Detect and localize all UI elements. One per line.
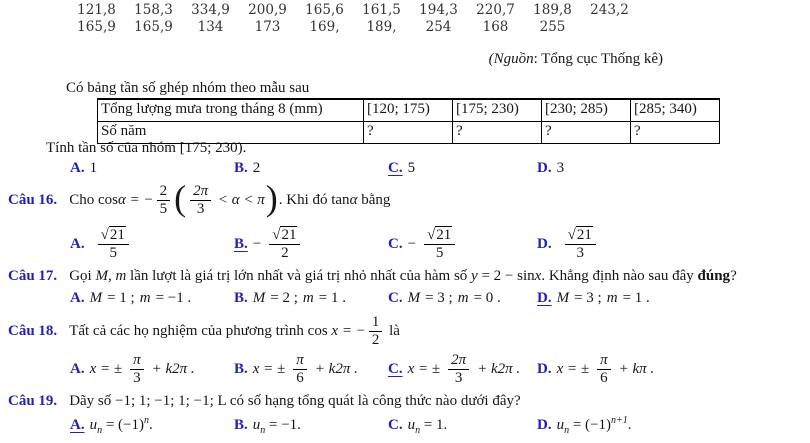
table-value-cell: ? — [631, 122, 720, 144]
q17-options — [0, 287, 810, 309]
q16-option-a: A. $\frac{√21}{5}$ — [70, 221, 132, 267]
question-19-label: Câu 19. — [8, 393, 58, 409]
option-letter: C. — [388, 159, 403, 176]
data-value: 158,3 — [134, 2, 173, 18]
table-value-cell: ? — [542, 122, 631, 144]
option-text: 3 — [556, 159, 565, 176]
fraction-2-5: $\frac{2}{5}$ — [157, 183, 171, 218]
data-value: 121,8 — [77, 2, 116, 18]
source-open: ( — [488, 51, 494, 67]
table-intro: Có bảng tần số ghép nhóm theo mẫu sau — [66, 80, 310, 96]
option-letter: A. — [70, 159, 85, 176]
q18-lead: Tất cả các họ nghiệm của phương trình — [69, 323, 304, 339]
table-header-label: Tổng lượng mưa trong tháng 8 (mm) — [98, 99, 364, 122]
q16-option-c: C. − $\frac{√21}{5}$ — [388, 221, 458, 267]
tan-function: tan — [331, 192, 350, 208]
close-paren: ) — [265, 177, 278, 218]
q19-tail: có số hạng tổng quát là công thức nào dưới đây? — [229, 393, 521, 409]
table-value-cell: ? — [453, 122, 542, 144]
q17-option-a: A. M = 1 ; m = −1 . — [70, 289, 192, 306]
frequency-table — [97, 98, 720, 144]
data-value: 194,3 — [419, 2, 458, 18]
var-M: M — [95, 268, 108, 284]
source-rest: : Tổng cục Thống kê) — [533, 51, 663, 67]
var-y: y — [471, 268, 478, 284]
q17-question-mark: ? — [730, 268, 737, 284]
table-header-cell: [175; 230) — [453, 99, 542, 122]
question-17 — [8, 266, 737, 286]
q19-option-c: C. $u_n = 1$. — [388, 416, 448, 436]
q19-options — [0, 407, 810, 443]
question-18-label: Câu 18. — [8, 323, 58, 339]
question-17-label: Câu 17. — [8, 268, 58, 284]
q16-condition: < α < π — [217, 192, 265, 208]
q15-question-text: Tính tần số của nhóm [175; 230). — [46, 140, 247, 156]
data-value: 189, — [366, 19, 397, 35]
table-header-row — [98, 99, 720, 122]
data-value: 255 — [539, 19, 566, 35]
q17-text2: . Khẳng định nào sau đây — [541, 268, 694, 284]
rainfall-data-rows — [68, 2, 638, 36]
table-value-cell: ? — [364, 122, 453, 144]
var-m: m — [115, 268, 127, 284]
q19-option-b: B. $u_n = -1$. — [234, 416, 301, 436]
q18-option-d: D. x = ± $\frac{\pi}{6}$ + kπ . — [537, 351, 655, 386]
q16-tan-arg: α — [349, 192, 358, 208]
data-value: 165,9 — [134, 19, 173, 35]
q17-bold-word: đúng — [697, 268, 731, 284]
open-paren: ( — [174, 177, 187, 218]
q16-mid: . Khi đó — [278, 192, 328, 208]
q16-option-b: B. − $\frac{√21}{2}$ — [234, 221, 303, 267]
q15-option-a — [70, 157, 97, 179]
q15-options — [0, 157, 810, 179]
option-text: 2 — [252, 159, 261, 176]
question-18 — [8, 311, 400, 351]
data-value: 334,9 — [191, 2, 230, 18]
q19-option-a: A. $u_n = (-1)^n$. — [70, 414, 153, 436]
q17-option-d: D. M = 3 ; m = 1 . — [537, 289, 650, 306]
q17-fx-eq: = 2 − — [481, 268, 514, 284]
data-value: 243,2 — [590, 2, 629, 18]
question-16 — [8, 177, 391, 220]
cos-function: cos — [307, 323, 328, 339]
q17-text1: lần lượt là giá trị lớn nhất và giá trị nhỏ nhất của hàm số — [130, 268, 468, 284]
table-row-label: Số năm — [98, 122, 364, 144]
q17-option-c: C. M = 3 ; m = 0 . — [388, 289, 501, 306]
q18-option-a: A. x = ± $\frac{\pi}{3}$ + k2π . — [70, 351, 195, 386]
data-value: 220,7 — [476, 2, 515, 18]
q16-equation: α = − — [117, 192, 154, 208]
q16-option-d: D. $\frac{√21}{3}$ — [537, 221, 599, 267]
table-header-cell: [120; 175) — [364, 99, 453, 122]
cos-function: cos — [97, 192, 118, 208]
data-value: 169, — [309, 19, 340, 35]
fraction-1-2: $\frac{1}{2}$ — [369, 314, 383, 349]
q19-sequence: −1; 1; −1; 1; −1; L — [115, 393, 227, 409]
q18-options — [0, 347, 810, 391]
data-value: 189,8 — [533, 2, 572, 18]
q15-option-b — [234, 157, 260, 179]
q18-option-b: B. x = ± $\frac{\pi}{6}$ + k2π . — [234, 351, 358, 386]
q18-equation: x = − — [331, 323, 366, 339]
option-letter: B. — [234, 159, 248, 176]
question-16-lead: Cho — [69, 192, 95, 208]
option-letter: D. — [537, 159, 552, 176]
data-value: 165,6 — [305, 2, 344, 18]
q18-tail: là — [389, 323, 400, 339]
option-text: 1 — [89, 159, 98, 176]
source-label: Nguồn — [493, 51, 534, 67]
q16-tail: bằng — [361, 192, 391, 208]
data-value: 168 — [482, 19, 509, 35]
fraction-2pi-3: $\frac{2\pi}{3}$ — [190, 183, 211, 218]
data-value: 161,5 — [362, 2, 401, 18]
var-x: x — [534, 268, 542, 284]
data-value: 165,9 — [77, 19, 116, 35]
data-value: 173 — [254, 19, 281, 35]
q17-lead: Gọi — [69, 268, 92, 284]
data-value: 134 — [197, 19, 224, 35]
data-value: 254 — [425, 19, 452, 35]
q19-option-d: D. $u_n = (-1)^{n+1}$. — [537, 414, 632, 436]
data-value: 200,9 — [248, 2, 287, 18]
table-header-cell: [230; 285) — [542, 99, 631, 122]
q18-option-c: C. x = ± $\frac{2\pi}{3}$ + k2π . — [388, 351, 521, 386]
separator: , — [107, 268, 112, 284]
q17-option-b: B. M = 2 ; m = 1 . — [234, 289, 346, 306]
sin-function: sin — [517, 268, 535, 284]
q19-lead: Dãy số — [69, 393, 112, 409]
option-text: 5 — [407, 159, 416, 176]
q16-options — [0, 221, 810, 267]
q15-option-c — [388, 157, 415, 179]
source-line — [0, 51, 663, 68]
table-header-cell: [285; 340) — [631, 99, 720, 122]
question-16-label: Câu 16. — [8, 192, 58, 208]
q15-option-d — [537, 157, 564, 179]
